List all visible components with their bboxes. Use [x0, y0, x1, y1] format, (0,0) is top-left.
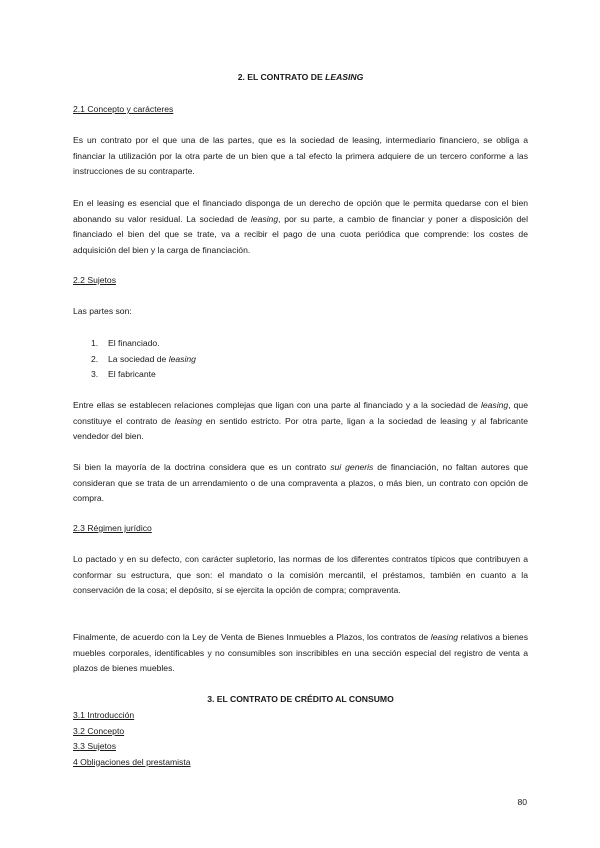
section-3-toc [73, 708, 528, 770]
paragraph-partes-intro: Las partes son: [73, 306, 132, 316]
section-2-title-em: LEASING [325, 72, 364, 82]
heading-2-1: 2.1 Concepto y carácteres [73, 104, 174, 114]
toc-link-concepto[interactable]: 3.2 Concepto [73, 725, 125, 736]
section-3-title: 3. EL CONTRATO DE CRÉDITO AL CONSUMO [207, 694, 394, 704]
paragraph-regimen: Lo pactado y en su defecto, con carácter supletorio, las normas de los diferentes contratos típicos que contribuyen a conformar su estructura, que son: el mandato o la comisión mercantil, el préstamos, también en cuanto a la conservación de la cosa; el depósito, si se ejercita la opción de compra; compraventa. [73, 554, 528, 595]
paragraph-relaciones: Entre ellas se establecen relaciones complejas que ligan con una parte al financiado y a la sociedad de leasing, que constituye el contrato de leasing en sentido estricto. Por otra parte, ligan a la sociedad de leasing y al fabricante vendedor del bien. [73, 400, 529, 441]
paragraph-concepto: Es un contrato por el que una de las partes, que es la sociedad de leasing, intermediario financiero, se obliga a financiar la utilización por la otra parte de un bien que a tal efecto la primera adquiere de un tercero conforme a las instrucciones de su contraparte. [73, 135, 528, 176]
paragraph-doctrina: Si bien la mayoría de la doctrina considera que es un contrato sui generis de financiación, no faltan autores que consideran que se trata de un arrendamiento o de una compraventa a plazos, o más bien, un contrato con opción de compra. [73, 462, 528, 503]
list-item: 3. El fabricante [91, 369, 156, 379]
paragraph-finalmente: Finalmente, de acuerdo con la Ley de Venta de Bienes Inmuebles a Plazos, los contratos de leasing relativos a bienes muebles corporales, identificables y no consumibles son inscribibles en una sección especial del registro de venta a plazos de bienes muebles. [73, 632, 528, 673]
list-item: 1. El financiado. [91, 338, 160, 348]
list-item: 2. La sociedad de leasing [91, 353, 196, 364]
parties-list [91, 336, 196, 383]
toc-link-introduccion[interactable]: 3.1 Introducción [73, 710, 135, 720]
paragraph-leasing-opcion: En el leasing es esencial que el financiado disponga de un derecho de opción que le permita quedarse con el bien abonando su valor residual. La sociedad de leasing, por su parte, a cambio de financiar y poner a disposición del financiado el bien del que se trate, va a recibir el pago de una cuota periódica que comprende: los costes de adquisición del bien y la carga de financiación. [73, 198, 528, 255]
toc-link-obligaciones[interactable]: 4 Obligaciones del prestamista [73, 756, 191, 767]
page-number: 80 [517, 797, 527, 807]
heading-2-3: 2.3 Régimen jurídico [73, 523, 152, 533]
section-2-title: 2. EL CONTRATO DE LEASING [237, 72, 364, 82]
toc-link-sujetos[interactable]: 3.3 Sujetos [73, 741, 116, 751]
heading-2-2: 2.2 Sujetos [73, 275, 116, 285]
